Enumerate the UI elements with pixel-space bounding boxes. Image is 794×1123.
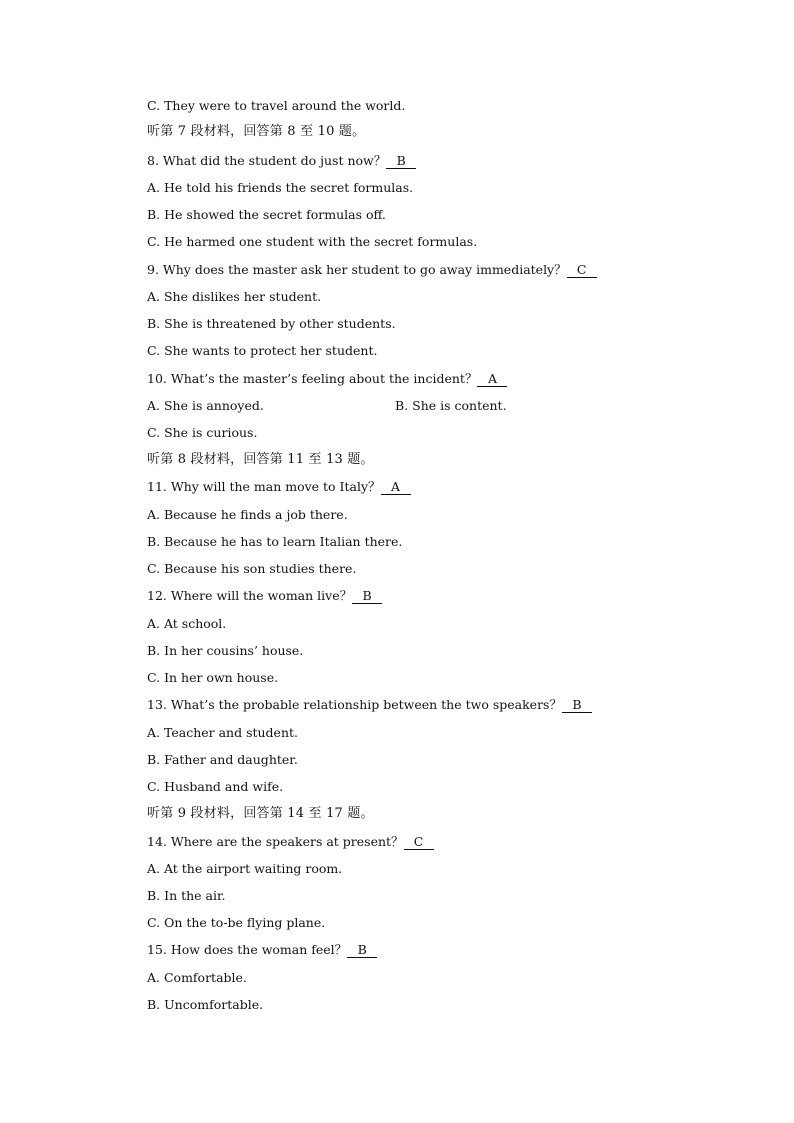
line-text: C. They were to travel around the world. (147, 98, 406, 113)
line-text: 听第 9 段材料，回答第 14 至 17 题。 (147, 806, 374, 821)
line-text: A. She is annoyed. (147, 398, 264, 413)
answer-blank: A (381, 480, 411, 495)
answer-blank: B (352, 589, 382, 604)
answer-blank: C (404, 835, 434, 850)
question-line (147, 697, 592, 713)
line-text: 8. What did the student do just now？ (147, 153, 387, 168)
option-line (147, 343, 377, 359)
option-second-column: B. She is content. (395, 398, 507, 413)
option-line (147, 970, 247, 986)
line-text: C. On the to-be flying plane. (147, 915, 326, 930)
option-line (147, 180, 413, 196)
line-text: C. She is curious. (147, 425, 258, 440)
line-text: B. She is threatened by other students. (147, 316, 396, 331)
line-text: B. In the air. (147, 888, 226, 903)
line-text: C. She wants to protect her student. (147, 343, 378, 358)
line-text: B. He showed the secret formulas off. (147, 207, 386, 222)
line-text: B. Father and daughter. (147, 752, 298, 767)
section-heading (147, 806, 374, 822)
option-line (147, 98, 405, 114)
option-line (147, 561, 356, 577)
line-text: C. In her own house. (147, 670, 279, 685)
line-text: A. Comfortable. (147, 970, 247, 985)
option-line (147, 779, 283, 795)
option-line (147, 507, 348, 523)
section-heading (147, 124, 365, 140)
section-heading (147, 452, 374, 468)
line-text: A. Teacher and student. (147, 725, 299, 740)
option-line (147, 289, 321, 305)
line-text: B. In her cousins’ house. (147, 643, 304, 658)
option-line (147, 915, 325, 931)
option-line (147, 534, 402, 550)
line-text: A. She dislikes her student. (147, 289, 322, 304)
option-line (147, 997, 263, 1013)
line-text: A. At the airport waiting room. (147, 861, 343, 876)
question-line (147, 942, 377, 958)
question-line (147, 588, 382, 604)
question-line (147, 479, 411, 495)
option-line (147, 752, 298, 768)
line-text: 9. Why does the master ask her student to go away immediately？ (147, 262, 567, 277)
option-line (147, 207, 386, 223)
question-line (147, 371, 507, 387)
option-line (147, 861, 342, 877)
line-text: A. Because he finds a job there. (147, 507, 348, 522)
answer-blank: C (567, 263, 597, 278)
line-text: 听第 7 段材料，回答第 8 至 10 题。 (147, 124, 366, 139)
line-text: 听第 8 段材料，回答第 11 至 13 题。 (147, 452, 374, 467)
line-text: 15. How does the woman feel？ (147, 942, 348, 957)
option-line (147, 888, 226, 904)
line-text: 11. Why will the man move to Italy？ (147, 479, 381, 494)
option-line (147, 725, 298, 741)
answer-blank: B (347, 943, 377, 958)
line-text: A. At school. (147, 616, 227, 631)
answer-blank: A (477, 372, 507, 387)
line-text: 13. What’s the probable relationship between the two speakers？ (147, 697, 562, 712)
line-text: C. Because his son studies there. (147, 561, 357, 576)
line-text: B. Because he has to learn Italian there. (147, 534, 403, 549)
option-line (147, 398, 507, 414)
option-line (147, 616, 226, 632)
line-text: 10. What’s the master’s feeling about the incident？ (147, 371, 478, 386)
option-line (147, 643, 303, 659)
option-line (147, 234, 477, 250)
option-line (147, 425, 257, 441)
line-text: 14. Where are the speakers at present？ (147, 834, 404, 849)
answer-blank: B (386, 154, 416, 169)
line-text: C. He harmed one student with the secret formulas. (147, 234, 478, 249)
option-line (147, 670, 278, 686)
question-line (147, 262, 597, 278)
question-line (147, 834, 434, 850)
line-text: C. Husband and wife. (147, 779, 284, 794)
line-text: 12. Where will the woman live？ (147, 588, 353, 603)
line-text: A. He told his friends the secret formulas. (147, 180, 414, 195)
option-line (147, 316, 396, 332)
answer-blank: B (562, 698, 592, 713)
question-line (147, 153, 416, 169)
line-text: B. Uncomfortable. (147, 997, 264, 1012)
